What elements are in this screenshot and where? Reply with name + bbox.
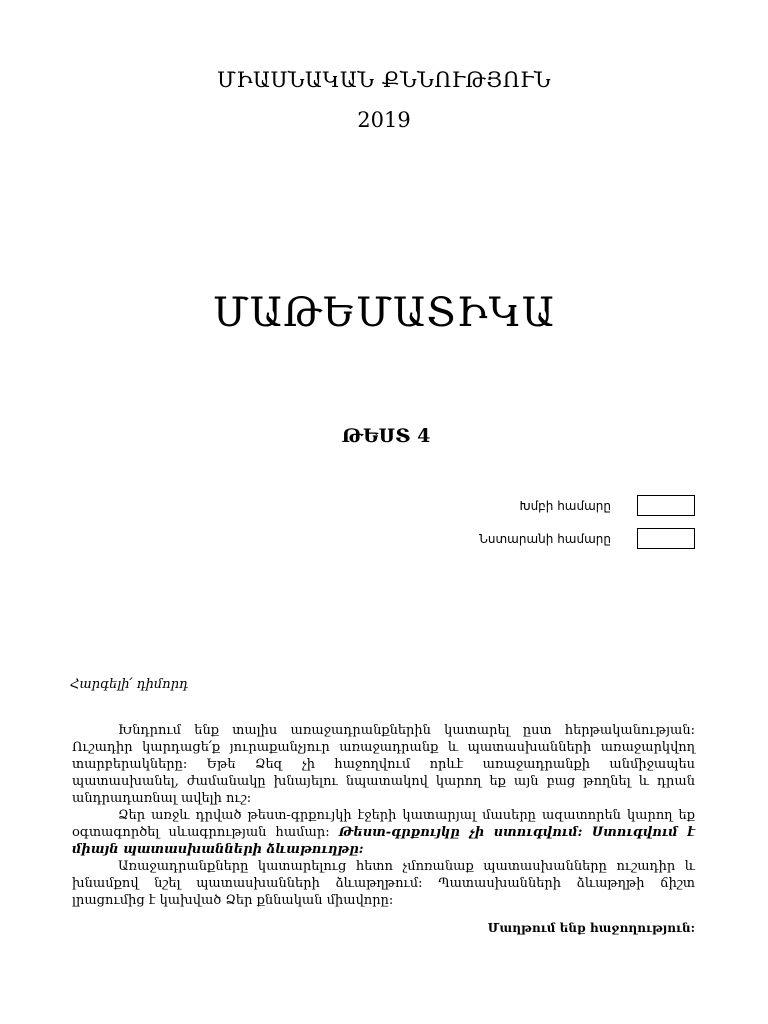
closing-wish: Մաղթում ենք հաջողություն: — [487, 921, 695, 935]
student-number-label: Նստարանի համարը — [479, 531, 611, 546]
subject-title: ՄԱԹԵՄԱՏԻԿԱ — [212, 290, 556, 336]
greeting: Հարգելի՛ դիմորդ — [70, 677, 189, 692]
exam-title: ՄԻԱՍՆԱԿԱՆ ՔՆՆՈՒԹՅՈՒՆ — [216, 68, 551, 92]
instructions-body — [72, 722, 695, 909]
group-number-row — [520, 495, 696, 516]
instructions-paragraph-2 — [72, 807, 695, 858]
instructions-paragraph-1: Խնդրում ենք տալիս առաջադրանքներին կատարել ըստ հերթականության: Ուշադիր կարդացե՛ք յուրաքանչյուր առաջադրանք և պատասխանների առաջարկվող տարբերակները: Եթե Ձեզ չի հաջողվում որևէ առաջադրանքի անմիջապես պատասխանել, ժամանակը խնայելու նպատակով կարող եք այն բաց թողնել և դրան անդրադառնալ ավելի ուշ: — [72, 723, 695, 806]
instructions-paragraph-3: Առաջադրանքները կատարելուց հետո չմոռանաք պատասխանները ուշադիր և խնամքով նշել պատասխանների ձևաթղթում: Պատասխանների ձևաթղթի ճիշտ լրացումից է կախված Ձեր քննական միավորը: — [72, 859, 695, 908]
instructions-paragraph-2-text: Ձեր առջև դրված թեստ-գրքույկի էջերի կատարյալ մասերը ազատորեն կարող եք օգտագործել սևագրության համար: — [72, 808, 695, 840]
student-number-row — [479, 528, 695, 549]
exam-year: 2019 — [357, 108, 411, 132]
student-number-box[interactable] — [637, 528, 695, 549]
group-number-label: Խմբի համարը — [519, 498, 611, 513]
group-number-box[interactable] — [637, 495, 695, 516]
instructions-paragraph-2-emphasis: Թեստ-գրքույկը չի ստուգվում: Ստուգվում է միայն պատասխանների ձևաթուղթը: — [72, 825, 695, 857]
test-number: ԹԵՍՏ 4 — [341, 425, 431, 447]
